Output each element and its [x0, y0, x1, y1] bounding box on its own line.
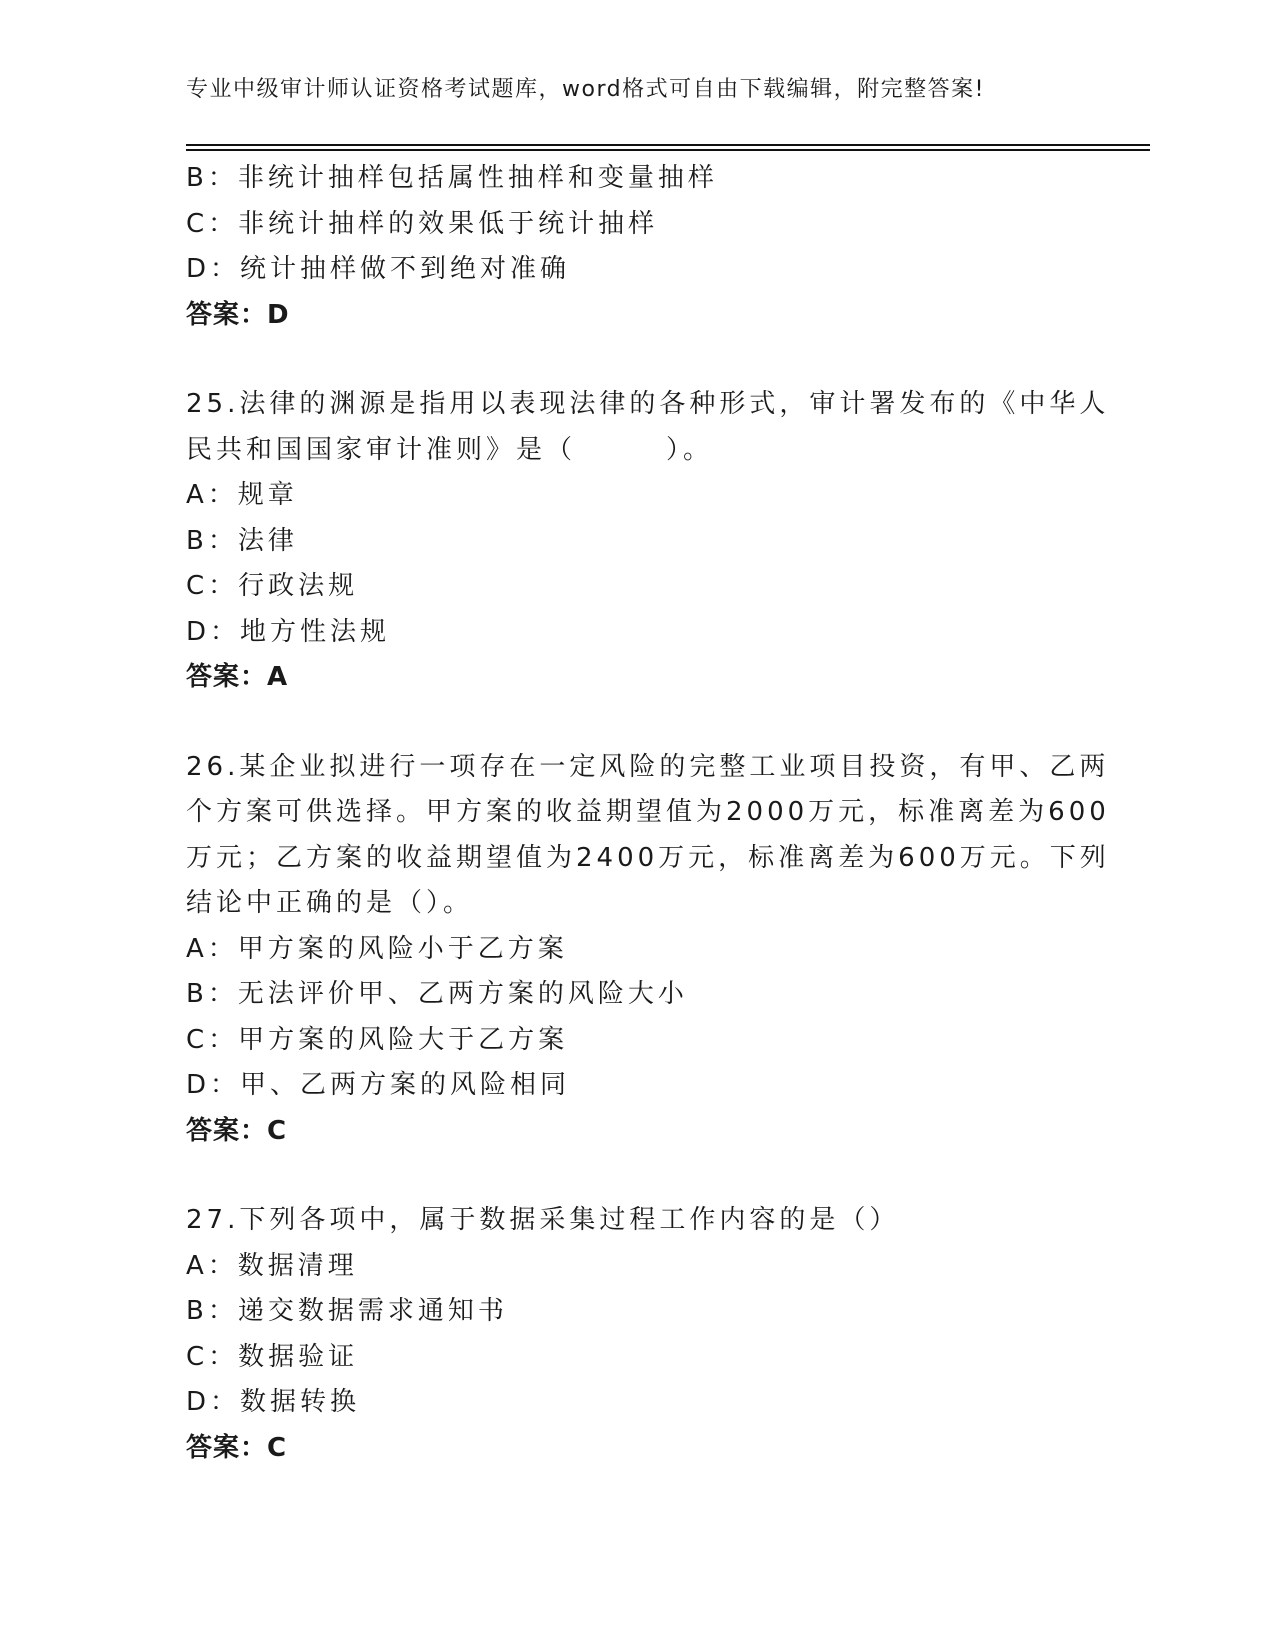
answer-line: 答案：C [186, 1115, 288, 1146]
option-c: C：非统计抽样的效果低于统计抽样 [186, 208, 659, 239]
header-divider-bottom [186, 149, 1150, 151]
option-d: D：甲、乙两方案的风险相同 [186, 1070, 571, 1100]
question-block-27 [186, 1198, 1086, 1471]
answer-line: 答案：C [186, 1432, 288, 1463]
question-block-prev [186, 156, 1086, 338]
option-c: C：行政法规 [186, 571, 359, 601]
option-d: D：数据转换 [186, 1387, 361, 1417]
option-c: C：数据验证 [186, 1341, 359, 1372]
answer-line: 答案：D [186, 299, 290, 330]
option-a: A：数据清理 [186, 1250, 358, 1281]
question-stem: 结论中正确的是（）。 [186, 888, 474, 918]
option-b: B：非统计抽样包括属性抽样和变量抽样 [186, 163, 718, 193]
answer-line: 答案：A [186, 662, 289, 692]
option-b: B：递交数据需求通知书 [186, 1296, 508, 1326]
option-a: A：规章 [186, 480, 298, 510]
header-divider-top [186, 144, 1150, 146]
document-body [186, 156, 1110, 1471]
question-stem: 25.法律的渊源是指用以表现法律的各种形式，审计署发布的《中华人 [186, 389, 1110, 419]
question-block-25 [186, 382, 1110, 701]
option-b: B：无法评价甲、乙两方案的风险大小 [186, 979, 688, 1009]
option-a: A：甲方案的风险小于乙方案 [186, 933, 568, 964]
question-stem: 万元；乙方案的收益期望值为2400万元，标准离差为600万元。下列 [186, 842, 1110, 873]
question-block-26 [186, 745, 1110, 1155]
option-d: D：地方性法规 [186, 616, 391, 647]
question-stem: 27.下列各项中，属于数据采集过程工作内容的是（） [186, 1205, 900, 1235]
question-stem: 民共和国国家审计准则》是（ ）。 [186, 434, 714, 465]
page-header: 专业中级审计师认证资格考试题库，word格式可自由下载编辑，附完整答案! [186, 77, 985, 102]
question-stem: 个方案可供选择。甲方案的收益期望值为2000万元，标准离差为600 [186, 797, 1110, 827]
option-d: D：统计抽样做不到绝对准确 [186, 254, 571, 284]
option-c: C：甲方案的风险大于乙方案 [186, 1024, 569, 1055]
option-b: B：法律 [186, 525, 298, 556]
question-stem: 26.某企业拟进行一项存在一定风险的完整工业项目投资，有甲、乙两 [186, 751, 1110, 782]
